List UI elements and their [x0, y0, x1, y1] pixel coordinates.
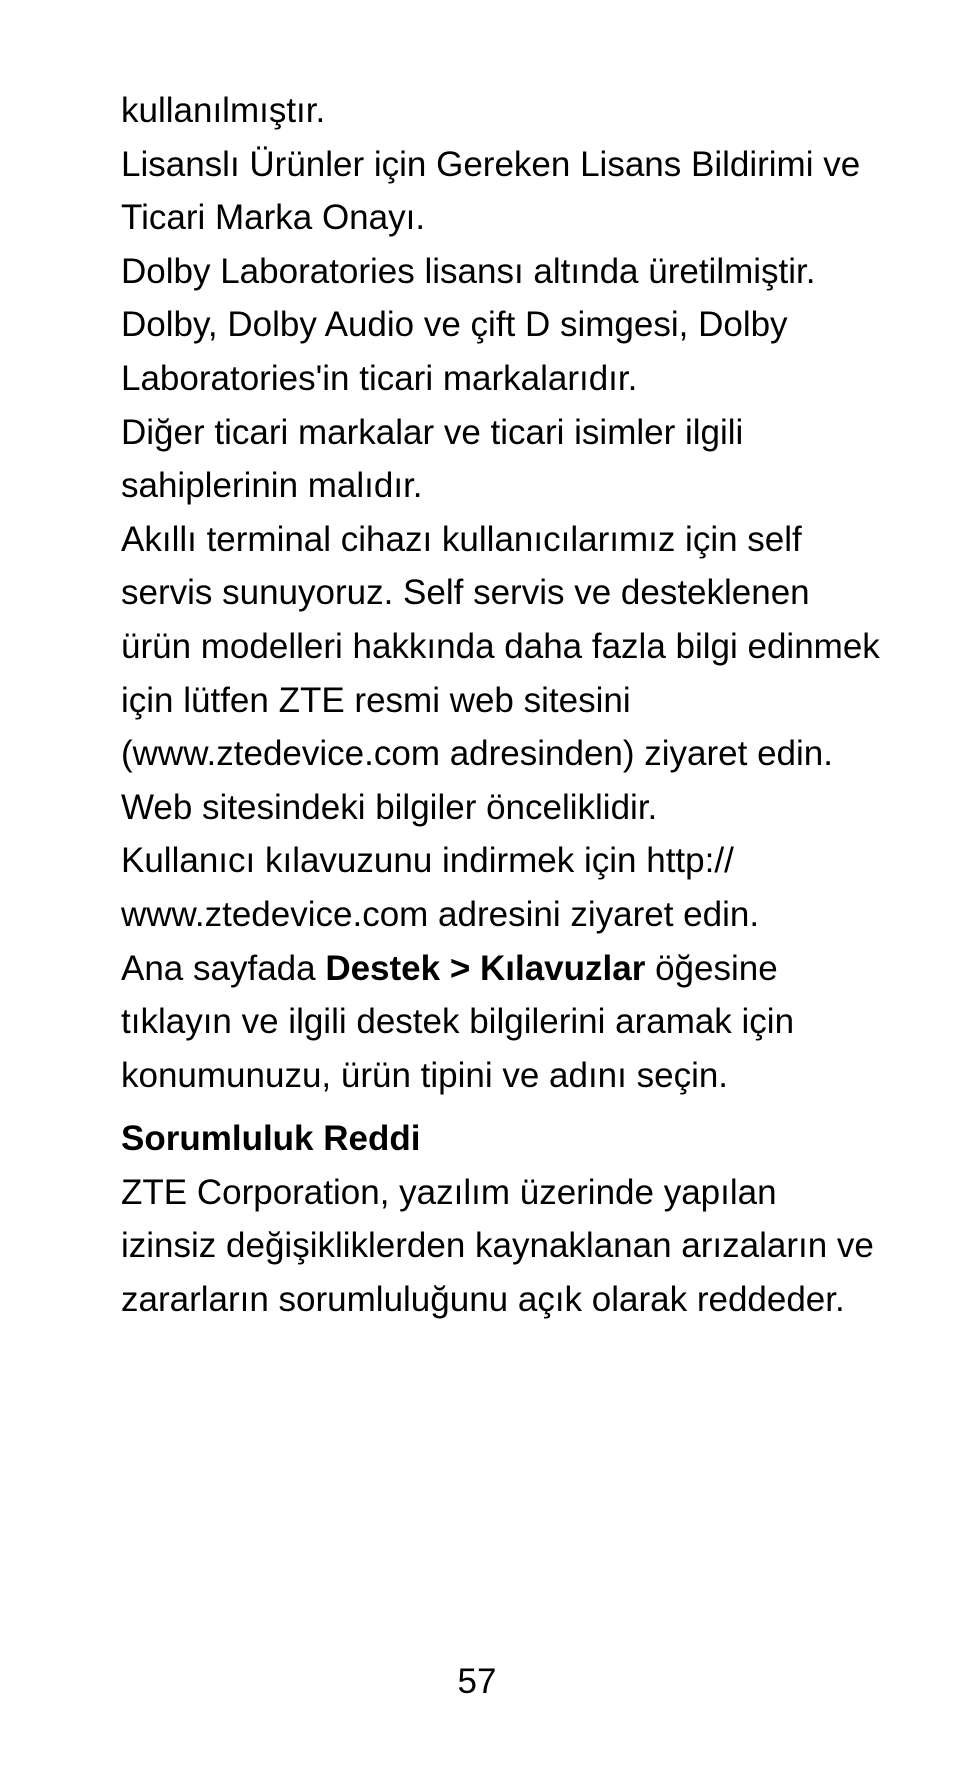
paragraph-self-service: Akıllı terminal cihazı kullanıcılarımız için self servis sunuyoruz. Self servis ve desteklenen ürün modelleri hakkında daha fazla bilgi edinmek için lütfen ZTE resmi web sitesini (www.ztedevice.com adresinden) ziyaret edin. Web sitesindeki bilgiler önceliklidir.	[121, 519, 880, 827]
navigation-text-after: öğesine tıklayın ve ilgili destek bilgilerini aramak için konumunuzu, ürün tipini ve adını seçin.	[121, 948, 795, 1095]
disclaimer-text: ZTE Corporation, yazılım üzerinde yapılan izinsiz değişikliklerden kaynaklanan arızaların ve zararların sorumluluğunu açık olarak reddeder.	[121, 1172, 874, 1320]
paragraph-license-notice: Lisanslı Ürünler için Gereken Lisans Bildirimi ve Ticari Marka Onayı.	[121, 144, 861, 238]
paragraph-trademarks: Diğer ticari markalar ve ticari isimler ilgili sahiplerinin malıdır.	[121, 412, 744, 506]
paragraph-continuation: kullanılmıştır.	[121, 91, 326, 130]
navigation-text-before: Ana sayfada	[121, 948, 326, 988]
paragraph-dolby: Dolby Laboratories lisansı altında üretilmiştir. Dolby, Dolby Audio ve çift D simgesi, Dolby Laboratories'in ticari markalarıdır.	[121, 251, 816, 398]
paragraph-download-guide: Kullanıcı kılavuzunu indirmek için http:// www.ztedevice.com adresini ziyaret edin.	[121, 841, 760, 934]
paragraph-support-navigation	[121, 942, 881, 1103]
document-body	[121, 84, 881, 1327]
disclaimer-heading: Sorumluluk Reddi	[121, 1119, 421, 1159]
page-number: 57	[457, 1662, 497, 1701]
navigation-path: Destek > Kılavuzlar	[325, 948, 646, 988]
